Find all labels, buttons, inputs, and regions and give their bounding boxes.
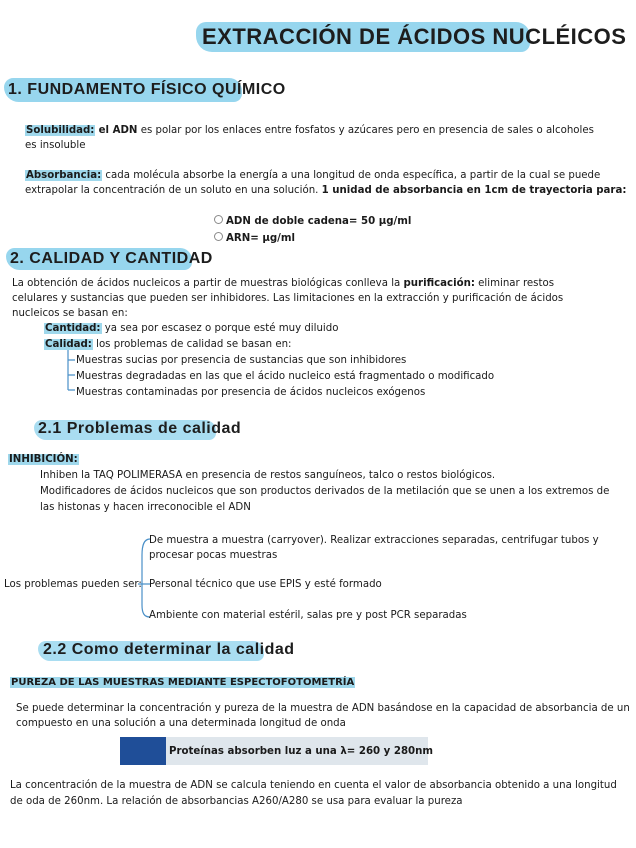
absorbancia-bold: 1 unidad de absorbancia en 1cm de trayectoria para: [321,185,627,196]
solubilidad-text: es polar por los enlaces entre fosfatos y azúcares pero en presencia de sales o alcoholes [137,125,594,136]
cantidad-text: ya sea por escasez o porque esté muy diluido [101,323,339,334]
pureza-paragraph [16,701,636,731]
intro-text-1c: eliminar restos [474,278,555,289]
calidad-items [76,353,494,401]
section1-heading: 1. FUNDAMENTO FÍSICO QUÍMICO [8,81,286,98]
intro-text-1: La obtención de ácidos nucleicos a partir de muestras biológicas conlleva la [12,278,404,289]
absorbancia-text: cada molécula absorbe la energía a una longitud de onda específica, a partir de la cual se puede [102,170,601,181]
cantidad-label: Cantidad: [45,323,101,334]
circle-bullet-icon [214,215,223,224]
absorbancia-paragraph [25,168,630,198]
calidad-text: los problemas de calidad se basan en: [92,339,292,350]
inhibicion-label-text: INHIBICIÓN: [9,454,78,465]
pureza-text-2: compuesto en una solución a una determinada longitud de onda [16,718,346,729]
inhibicion-text-2: Modificadores de ácidos nucleicos que son productos derivados de la metilación que se unen a los extremos de [40,486,610,497]
problemas-label: Los problemas pueden ser: [4,579,142,590]
page-title: EXTRACCIÓN DE ÁCIDOS NUCLÉICOS [202,24,627,49]
inhibicion-text-1: Inhiben la TAQ POLIMERASA en presencia de restos sanguíneos, talco o restos biológicos. [40,470,496,481]
section22-heading: 2.2 Como determinar la calidad [43,641,295,658]
intro-text-2: celulares y sustancias que pueden ser inhibidores. Las limitaciones en la extracción y purificación de ácidos [12,293,564,304]
calidad-item: Muestras sucias por presencia de sustancias que son inhibidores [76,355,407,366]
section2-intro [12,276,622,321]
intro-text-3: nucleicos se basan en: [12,308,128,319]
problema-text: procesar pocas muestras [149,550,278,561]
problema-text: De muestra a muestra (carryover). Realizar extracciones separadas, centrifugar tubos y [149,535,599,546]
section21-heading: 2.1 Problemas de calidad [38,420,242,437]
final-text-2: de oda de 260nm. La relación de absorbancias A260/A280 se usa para evaluar la pureza [10,796,463,807]
bullet-arn [214,231,411,246]
absorbancia-bullets [214,214,411,246]
absorbancia-label: Absorbancia: [26,170,102,181]
final-paragraph [10,778,630,810]
solubilidad-text-2: es insoluble [25,140,86,151]
solubilidad-subject: el ADN [98,125,138,136]
pureza-label [10,675,355,690]
problema-carryover [149,533,629,563]
final-text-1: La concentración de la muestra de ADN se calcula teniendo en cuenta el valor de absorbancia obtenido a una longitud [10,780,617,791]
problema-personal: Personal técnico que use EPIS y esté formado [149,579,382,590]
calidad-item: Muestras contaminadas por presencia de ácidos nucleicos exógenos [76,387,426,398]
circle-bullet-icon [214,232,223,241]
absorbancia-text-2: extrapolar la concentración de un soluto en una solución. [25,185,322,196]
info-box-text: Proteínas absorben luz a una λ= 260 y 280nm [169,746,433,757]
inhibicion-label [8,452,79,467]
bullet-adn-text: ADN de doble cadena= 50 µg/ml [226,216,412,227]
calidad-line [44,337,291,352]
inhibicion-paragraph [40,468,630,516]
calidad-label: Calidad: [45,339,92,350]
section2-heading: 2. CALIDAD Y CANTIDAD [10,250,213,267]
problema-ambiente: Ambiente con material estéril, salas pre y post PCR separadas [149,610,467,621]
bullet-adn [214,214,411,229]
solubilidad-label: Solubilidad: [26,125,95,136]
bullet-arn-text: ARN= µg/ml [226,233,295,244]
info-box-accent [120,737,166,765]
cantidad-line [44,321,338,336]
pureza-label-text: PUREZA DE LAS MUESTRAS MEDIANTE ESPECTOFOTOMETRÍA [11,677,355,688]
intro-purificacion: purificación: [403,278,475,289]
inhibicion-text-3: las histonas y hacen irreconocible el ADN [40,502,251,513]
calidad-item: Muestras degradadas en las que el ácido nucleico está fragmentado o modificado [76,371,495,382]
solubilidad-paragraph [25,123,625,153]
pureza-text-1: Se puede determinar la concentración y pureza de la muestra de ADN basándose en la capacidad de absorbancia de un [16,703,630,714]
